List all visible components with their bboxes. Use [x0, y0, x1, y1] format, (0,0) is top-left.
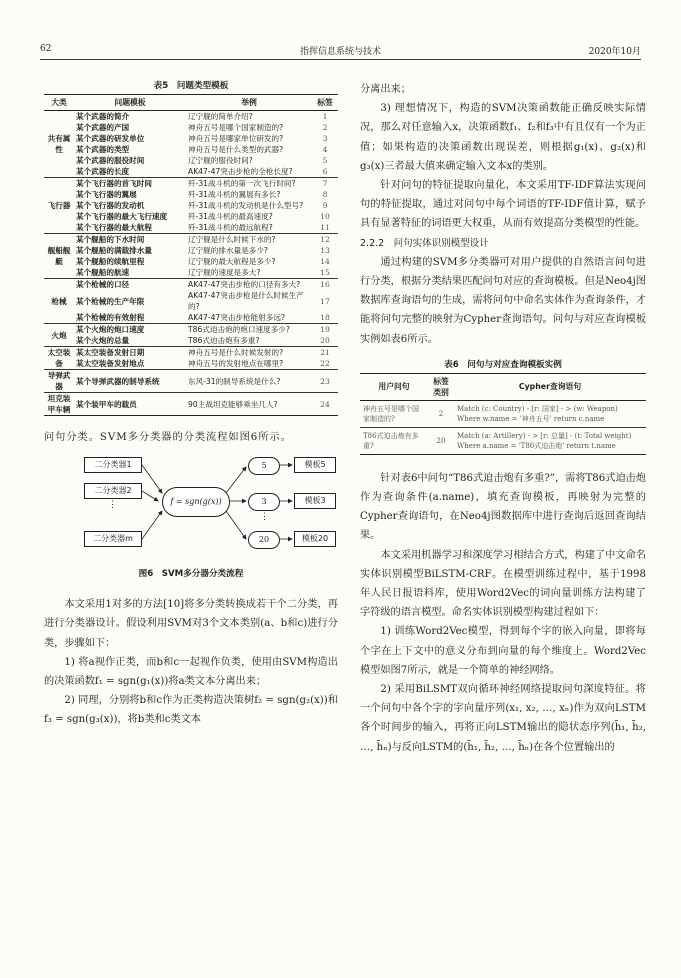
table5-template: 某个武器的长度	[76, 167, 130, 176]
template-box: 模板5	[294, 457, 336, 473]
issue-date: 2020年10月	[588, 47, 641, 57]
table5-example: AK47-47突击步枪是什么时候生产的?	[188, 291, 304, 311]
table5-label: 5	[322, 156, 328, 165]
table5-row	[44, 347, 338, 359]
table5-example: 辽宁舰的排水量是多少?	[188, 246, 268, 255]
table5-row	[44, 370, 338, 393]
table5-caption: 表5 问题类型模板	[153, 81, 229, 91]
classifier-box: 二分类器m	[84, 531, 142, 547]
paragraph: 问句分类。SVM多分类器的分类流程如图6所示。	[44, 432, 292, 443]
table5-label: 4	[322, 145, 328, 154]
table5-label: 21	[312, 347, 338, 359]
paragraph: 针对表6中问句“T86式迫击炮有多重?”，需将T86式迫击炮作为查询条件(a.name)，填充查询模板，再映射为完整的Cypher查询语句，在Neo4j图数据库中进行查询后返回查询结果。	[360, 472, 647, 542]
table5-category: 坦克装甲车辆	[44, 393, 74, 416]
table5-label: 9	[322, 201, 328, 210]
table5-row	[44, 279, 338, 291]
table5-row	[44, 178, 338, 190]
table5-row	[44, 290, 338, 312]
paragraph: 本文采用1对多的方法[10]将多分类转换成若干个二分类，再进行分类器设计。假设利用SVM对3个文本类别(a、b和c)进行分类，步骤如下：	[44, 599, 338, 649]
table5-template: 某个武器的类型	[76, 145, 130, 154]
ellipsis: ⋮	[108, 500, 117, 511]
table6	[360, 373, 646, 455]
table5-template: 某个火炮的炮口速度	[74, 324, 186, 336]
table5-row	[44, 393, 338, 416]
table5-example: 神舟五号是什么时候发射的?	[186, 347, 312, 359]
table5-template: 某个武器的产国	[76, 123, 130, 132]
table6-cypher: Match (c: Country) - [r: 国家] - > (w: Weapon) Where w.name = '神舟五号' return c.name	[457, 404, 618, 423]
table6-header: Cypher查询语句	[454, 373, 646, 400]
table5-label: 10	[320, 212, 330, 221]
table5-row	[44, 155, 338, 166]
table5-row	[44, 211, 338, 222]
table5-example: 神舟五号的发射地点在哪里?	[188, 359, 284, 368]
table5-example: 辽宁舰是什么时候下水的?	[186, 234, 312, 246]
table5-template: 某个枪械的口径	[74, 279, 186, 291]
journal-title: 指挥信息系统与技术	[299, 47, 381, 57]
table5-example: T86式迫击炮的炮口速度多少?	[186, 324, 312, 336]
table5-template: 某太空装备发射地点	[76, 359, 145, 368]
table5-header: 大类	[44, 95, 74, 111]
table5-header: 问题模板	[74, 95, 186, 111]
page-number: 62	[40, 44, 52, 54]
table5-template: 某个舰船的下水时间	[74, 234, 186, 246]
table5-template: 某个武器的研发单位	[76, 134, 145, 143]
table5-template: 某个舰船的航速	[76, 268, 130, 277]
table5-body	[44, 111, 338, 416]
table6-question: 神舟五号是哪个国家制造的?	[363, 404, 419, 423]
output-label: 3	[248, 493, 280, 511]
table5-header: 标签	[312, 95, 338, 111]
classifier-box: 二分类器2	[84, 483, 142, 499]
paragraph: 1) 训练Word2Vec模型，得到每个字的嵌入向量，即将每个字在上下文中的意义分布到向量的每个维度上。Word2Vec模型如图7所示，就是一个简单的神经网络。	[360, 626, 646, 676]
table5-category: 飞行器	[44, 178, 74, 234]
table5-label: 22	[320, 359, 330, 368]
table6-label: 20	[428, 427, 454, 454]
table5-example: 神舟五号是哪个国家制造的?	[188, 123, 284, 132]
figure6	[44, 453, 338, 595]
ellipsis: ⋮	[260, 512, 269, 523]
table5-template: 某个装甲车的载员	[74, 393, 186, 416]
table5-label: 2	[322, 123, 328, 132]
table5-example: AK47-47突击步枪的全枪长度?	[188, 167, 293, 176]
table5-category: 太空装备	[44, 347, 74, 370]
paragraph: 通过构建的SVM多分类器可对用户提供的自然语言问句进行分类，根据分类结果匹配问句对应的查询模板。但是Neo4j图数据库查询语句的生成，需将问句中命名实体作为查询条件，才能将问句完整的映射为Cypher查询语句。问句与对应查询模板实例如表6所示。	[360, 256, 646, 345]
table5-row	[44, 111, 338, 123]
table6-header-row	[360, 373, 646, 400]
table5-label: 18	[320, 313, 330, 322]
paragraph: 针对问句的特征提取向量化，本文采用TF-IDF算法实现问句的特征提取，通过对问句中每个词语的TF-IDF值计算，赋予具有显著特征的词语更大权重，从而有效提高分类模型的性能。	[360, 180, 646, 230]
table5-label: 13	[320, 246, 330, 255]
table5-row	[44, 324, 338, 336]
subsection-heading: 2.2.2 问句实体识别模型设计	[360, 237, 489, 249]
table5-row	[44, 335, 338, 347]
table5-example: 辽宁舰的最大航程是多少?	[188, 257, 276, 266]
paragraph: 3) 理想情况下，构造的SVM决策函数能正确反映实际情况，那么对任意输入x，决策函数f₁、f₂和f₃中有且仅有一个为正值；如果构造的决策函数出现误差，则根据g₁(x)、g₂(x)和g₃(x)三者最大值来确定输入文本x的类别。	[360, 103, 646, 172]
table5-template: 某个飞行器的翼展	[76, 190, 137, 199]
table5-label: 3	[322, 134, 328, 143]
table5-label: 15	[320, 268, 330, 277]
header-rule	[40, 59, 641, 60]
table5-row	[44, 144, 338, 155]
decision-function: f = sgn(g(x))	[162, 487, 230, 517]
table5-row	[44, 189, 338, 200]
table5-row	[44, 133, 338, 144]
table5	[44, 94, 338, 416]
table5-template: 某个舰船的满载排水量	[76, 246, 152, 255]
table5-template: 某个飞行器的发动机	[76, 201, 145, 210]
template-box: 模板3	[294, 493, 336, 509]
table5-template: 某个枪械的生产年限	[76, 296, 145, 306]
table5-category: 导弹武器	[44, 370, 74, 393]
table5-row	[44, 200, 338, 211]
table5-example: 歼-31战斗机的翼展有多长?	[188, 190, 281, 199]
table5-label: 12	[312, 234, 338, 246]
table5-template: 某个飞行器的首飞时间	[74, 178, 186, 190]
table5-template: 某个枪械的有效射程	[76, 313, 145, 322]
table5-example: 歼-31战斗机的发动机是什么型号?	[188, 201, 304, 210]
table5-category: 舰船舰艇	[44, 234, 74, 279]
table5-header: 举例	[186, 95, 312, 111]
table5-label: 6	[322, 167, 328, 176]
paragraph: 1) 将a视作正类，而b和c一起视作负类，使用由SVM构造出的决策函数f₁ = sgn(g₁(x))将a类文本分离出来；	[44, 656, 338, 688]
paragraph: 分离出来；	[360, 84, 411, 95]
table6-row	[360, 400, 646, 427]
table5-row	[44, 245, 338, 256]
table5-example: AK47-47突击步枪的口径有多大?	[186, 279, 312, 291]
table5-label: 8	[322, 190, 328, 199]
table5-example: AK47-47突击步枪能射多远?	[188, 313, 286, 322]
table5-example: 神舟五号是哪家单位研发的?	[188, 134, 284, 143]
table6-label: 2	[438, 409, 444, 418]
table5-template: 某个火炮的总量	[76, 336, 130, 345]
table5-row	[44, 122, 338, 133]
classifier-box: 二分类器1	[84, 457, 142, 473]
table5-example: 辽宁舰的简单介绍?	[188, 112, 253, 121]
table5-label: 24	[312, 393, 338, 416]
table5-label: 7	[312, 178, 338, 190]
table6-caption: 表6 问句与对应查询模板实例	[444, 359, 562, 370]
table5-category: 火炮	[44, 324, 74, 347]
table5-label: 23	[312, 370, 338, 393]
table6-question: T86式迫击炮有多重?	[360, 427, 428, 454]
running-header	[40, 44, 641, 58]
table5-row	[44, 234, 338, 246]
table5-example: 90主战坦克能够乘坐几人?	[186, 393, 312, 416]
table5-example: 辽宁舰的服役时间?	[188, 156, 253, 165]
table6-row	[360, 427, 646, 454]
table5-template: 某个武器的服役时间	[76, 156, 145, 165]
table5-template: 某个武器的简介	[76, 112, 130, 121]
table5-template: 某个导弹武器的制导系统	[74, 370, 186, 393]
table5-row	[44, 312, 338, 324]
table5-example: 歼-31战斗机的第一次飞行时间?	[186, 178, 312, 190]
table5-row	[44, 358, 338, 370]
table5-row	[44, 267, 338, 279]
right-column	[360, 64, 646, 757]
table5-example: 东风-31的制导系统是什么?	[186, 370, 312, 393]
table5-template: 某个飞行器的最大飞行速度	[76, 212, 168, 221]
paragraph: 2) 采用BiLSMT双向循环神经网络提取问句深度特征。将一个问句中各个字的字向量序列(x₁, x₂, …, xₙ)作为双向LSTM各个时间步的输入，再将正向LSTM输出的隐状态序列(h̄₁, h̄₂, …, h̄ₙ)与反向LSTM的(h̄₁, h̄₂, …, h̄ₙ)在各个位置输出的	[360, 684, 646, 753]
table6-header: 用户问句	[360, 373, 428, 400]
figure6-caption: 图6 SVM多分器分类流程	[138, 569, 244, 580]
table5-row	[44, 222, 338, 234]
table5-label: 16	[312, 279, 338, 291]
table5-label: 11	[320, 223, 330, 232]
table5-example: 辽宁舰的速度是多大?	[188, 268, 261, 277]
table5-example: 歼-31战斗机的最高速度?	[188, 212, 273, 221]
table6-cypher: Match (a: Artillery) - > [r: 总量] - (t: Total weight) Where a.name = 'T86式迫击炮' return t.name	[454, 427, 646, 454]
output-label: 20	[248, 531, 280, 549]
table5-label: 1	[322, 112, 328, 121]
table5-example: 神舟五号是什么类型的武器?	[188, 145, 284, 154]
table5-row	[44, 166, 338, 178]
table5-row	[44, 256, 338, 267]
table5-example: 歼-31战斗机的最远航程?	[188, 223, 273, 232]
output-label: 5	[248, 457, 280, 475]
left-column	[44, 64, 338, 730]
table5-category: 枪械	[44, 279, 74, 324]
table5-header-row	[44, 95, 338, 111]
table5-label: 17	[320, 296, 330, 306]
table5-category: 共有属性	[47, 134, 71, 154]
table5-label: 20	[320, 336, 330, 345]
template-box: 模板20	[294, 531, 336, 547]
table5-template: 某个舰船的续航里程	[76, 257, 145, 266]
table5-example: T86式迫击炮有多重?	[188, 336, 260, 345]
table6-header: 标签类别	[428, 373, 454, 400]
paragraph: 本文采用机器学习和深度学习相结合方式，构建了中文命名实体识别模型BiLSTM-CRF。在模型训练过程中，基于1998年人民日报语料库，使用Word2Vec的词向量训练方法构建了字符级的语言模型。命名实体识别模型构建过程如下：	[360, 549, 646, 619]
table5-label: 14	[320, 257, 330, 266]
paragraph: 2) 同理，分别将b和c作为正类构造决策树f₂ = sgn(g₂(x))和f₃ = sgn(g₃(x))，将b类和c类文本	[44, 695, 338, 726]
table5-template: 某个飞行器的最大航程	[76, 223, 152, 232]
table5-label: 19	[312, 324, 338, 336]
table5-template: 某太空装备发射日期	[74, 347, 186, 359]
